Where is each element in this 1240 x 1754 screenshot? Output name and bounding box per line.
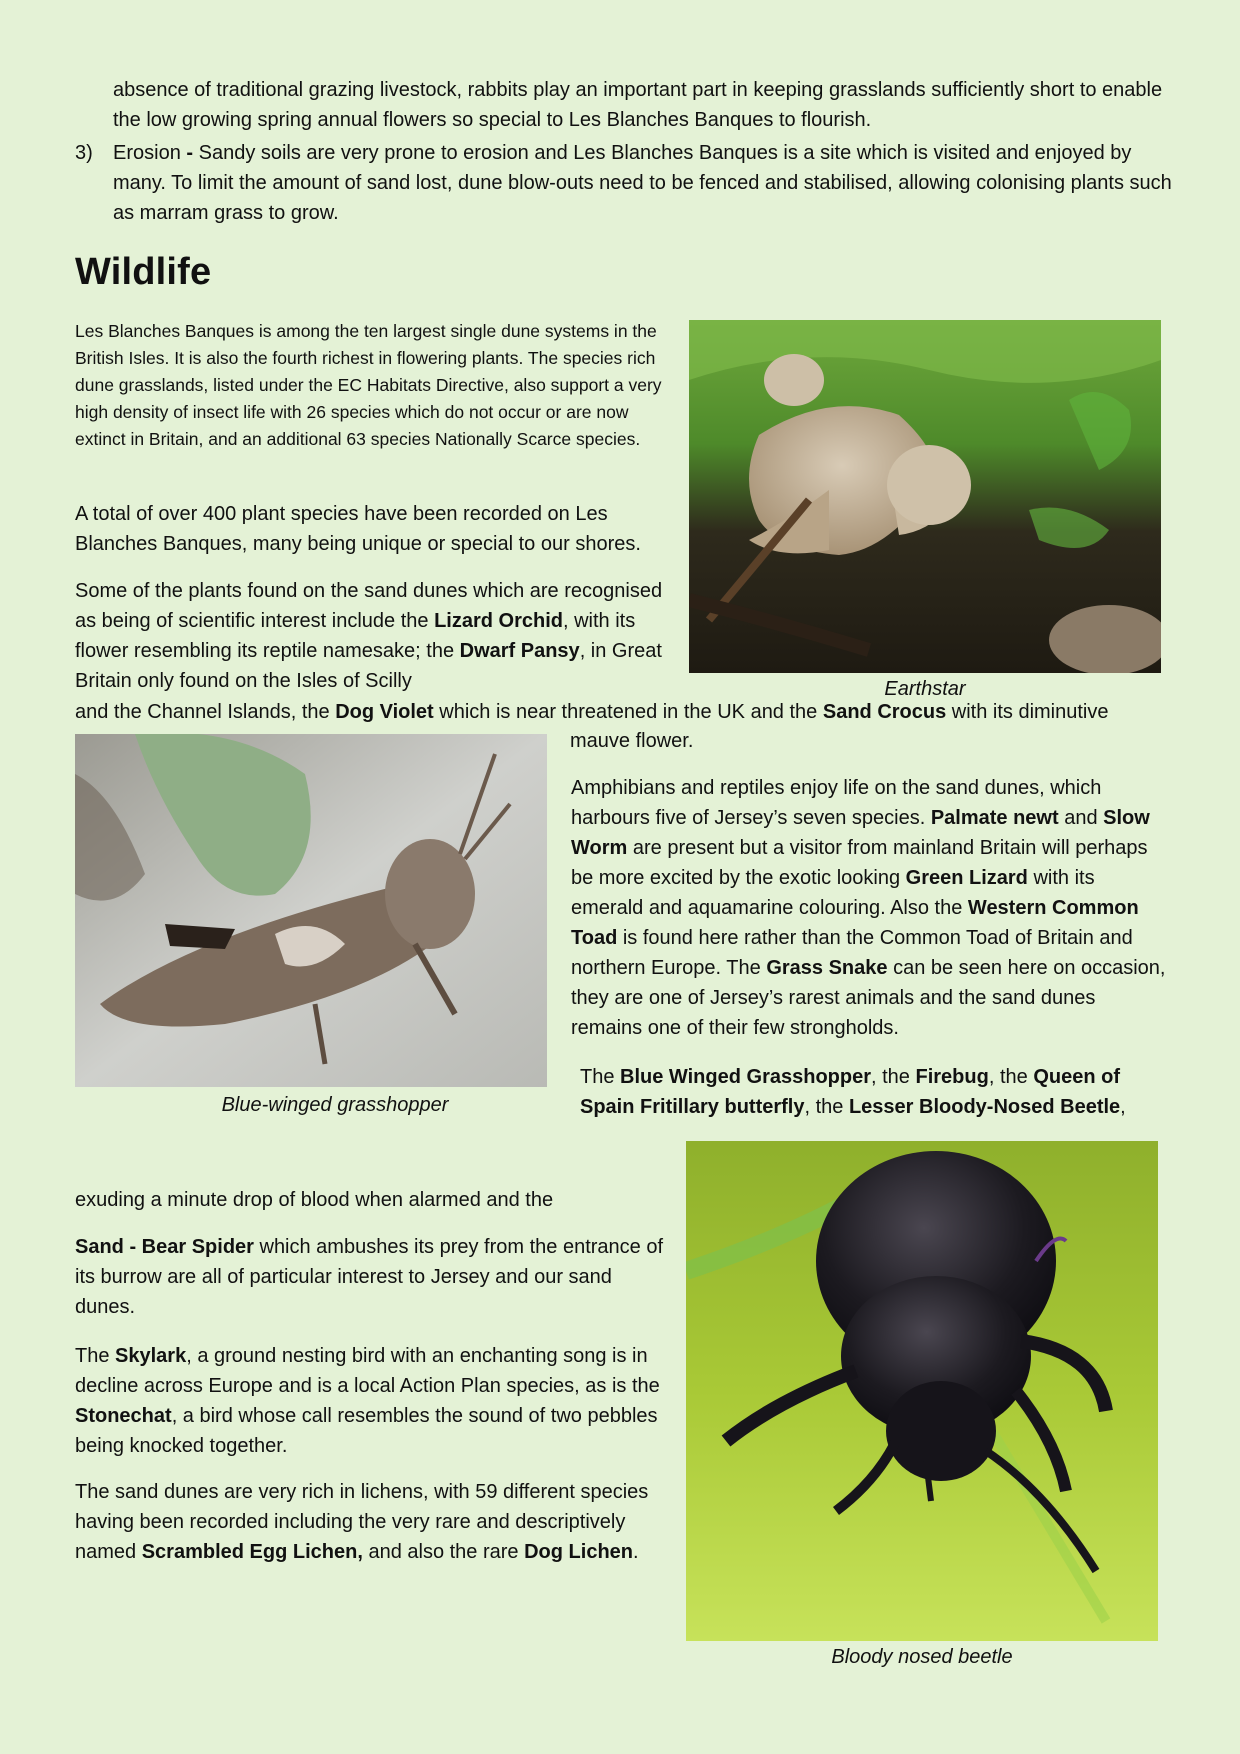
bold-term: Scrambled Egg Lichen,	[141, 1541, 363, 1563]
bold-term: Firebug	[915, 1066, 989, 1088]
grasshopper-photo	[75, 734, 547, 1087]
list-item-erosion	[75, 138, 1175, 228]
text-run: with its emerald and aquamarine colouring. Also the	[571, 867, 1095, 919]
text-run: The	[75, 1345, 116, 1367]
text-run: exuding a minute drop of blood when alarmed and the	[75, 1189, 554, 1211]
paragraph-lichens	[75, 1477, 675, 1567]
paragraph-scientific-plants	[75, 576, 675, 696]
text-run: which is near threatened in the UK and the	[433, 701, 823, 723]
text-run: The	[580, 1066, 621, 1088]
text-run: Erosion	[113, 142, 187, 164]
paragraph-sand-bear-spider	[75, 1232, 675, 1322]
paragraph-amphibians-reptiles	[571, 773, 1171, 1043]
bold-term: Sand Crocus	[822, 701, 947, 723]
bold-term: Sand - Bear Spider	[75, 1236, 254, 1258]
text-run: and also the rare	[362, 1541, 525, 1563]
text-run: are present but a visitor from mainland Britain will perhaps be more excited by the exotic looking	[571, 837, 1148, 889]
text-run: Les Blanches Banques is among the ten largest single dune systems in the British Isles. It is also the fourth richest in flowering plants. The species rich dune grasslands, listed under the EC Habitats Directive, also support a very high density of insect life with 26 species which do not occur or are now extinct in Britain, and an additional 63 species Nationally Scarce species.	[75, 321, 662, 449]
caption-beetle: Bloody nosed beetle	[831, 1646, 1013, 1668]
beetle-image-icon	[686, 1141, 1158, 1641]
list-item-text	[113, 138, 1175, 228]
text-run: absence of traditional grazing livestock, rabbits play an important part in keeping grasslands sufficiently short to enable the low growing spring annual flowers so special to Les Blanches Banques to flourish.	[113, 79, 1163, 131]
text-run: The sand dunes are very rich in lichens, with 59 different species having been recorded including the very rare and descriptively named	[75, 1481, 649, 1563]
bold-term: Dog Violet	[335, 701, 434, 723]
bold-term: -	[186, 142, 194, 164]
caption-earthstar: Earthstar	[884, 678, 966, 700]
text-run: which ambushes its prey from the entrance of its burrow are all of particular interest to Jersey and our sand dunes.	[75, 1236, 664, 1318]
paragraph-dune-system	[75, 318, 675, 453]
text-run: Amphibians and reptiles enjoy life on the sand dunes, which harbours five of Jersey’s seven species.	[571, 777, 1102, 829]
text-run: is found here rather than the Common Toad of Britain and northern Europe. The	[571, 927, 1133, 979]
bold-term: Skylark	[115, 1345, 187, 1367]
paragraph-scientific-plants-continued	[75, 697, 1185, 727]
text-run: , with its flower resembling its reptile namesake; the	[75, 610, 636, 662]
earthstar-photo	[689, 320, 1161, 673]
text-run: and the Channel Islands, the	[75, 701, 336, 723]
beetle-photo	[686, 1141, 1158, 1641]
text-run: , a ground nesting bird with an enchanting song is in decline across Europe and is a local Action Plan species, as is the	[75, 1345, 660, 1397]
bold-term: Grass Snake	[766, 957, 888, 979]
bold-term: Western Common Toad	[571, 897, 1139, 949]
section-heading-wildlife: Wildlife	[75, 251, 212, 293]
text-run: A total of over 400 plant species have been recorded on Les Blanches Banques, many being unique or special to our shores.	[75, 503, 641, 555]
text-run: Sandy soils are very prone to erosion and Les Blanches Banques is a site which is visited and enjoyed by many. To limit the amount of sand lost, dune blow-outs need to be fenced and stabilised, allowing colonising plants such as marram grass to grow.	[113, 142, 1172, 224]
text-run: , the	[871, 1066, 916, 1088]
bold-term: Lesser Bloody-Nosed Beetle	[848, 1096, 1121, 1118]
text-run: and	[1058, 807, 1104, 829]
bold-term: Lizard Orchid	[434, 610, 563, 632]
caption-grasshopper: Blue-winged grasshopper	[221, 1094, 449, 1116]
bold-term: Slow Worm	[571, 807, 1150, 859]
paragraph-insects	[580, 1062, 1140, 1122]
bold-term: Blue Winged Grasshopper	[620, 1066, 871, 1088]
grasshopper-image-icon	[75, 734, 547, 1087]
bold-term: Palmate newt	[930, 807, 1059, 829]
list-number: 3)	[75, 142, 93, 164]
text-run: can be seen here on occasion, they are one of Jersey’s rarest animals and the sand dunes remains one of their few strongholds.	[571, 957, 1166, 1039]
text-run: , the	[988, 1066, 1034, 1088]
bold-term: Stonechat	[75, 1405, 172, 1427]
text-run: ,	[1120, 1096, 1126, 1118]
text-run: , the	[804, 1096, 849, 1118]
text-run: mauve flower.	[570, 730, 694, 752]
paragraph-plant-species-count	[75, 499, 675, 559]
paragraph-blood-drop	[75, 1185, 675, 1215]
bold-term: Queen of Spain Fritillary butterfly	[580, 1066, 1120, 1118]
text-run: , in Great Britain only found on the Isles of Scilly	[75, 640, 662, 692]
text-run: , a bird whose call resembles the sound of two pebbles being knocked together.	[75, 1405, 658, 1457]
bold-term: Dog Lichen	[524, 1541, 633, 1563]
bold-term: Green Lizard	[905, 867, 1028, 889]
paragraph-birds	[75, 1341, 675, 1461]
text-run: with its diminutive	[946, 701, 1109, 723]
paragraph-mauve-flower	[570, 726, 1170, 756]
text-run: .	[633, 1541, 639, 1563]
intro-continuation-paragraph	[113, 75, 1173, 135]
earthstar-image-icon	[689, 320, 1161, 673]
text-run: Some of the plants found on the sand dunes which are recognised as being of scientific interest include the	[75, 580, 663, 632]
bold-term: Dwarf Pansy	[459, 640, 580, 662]
